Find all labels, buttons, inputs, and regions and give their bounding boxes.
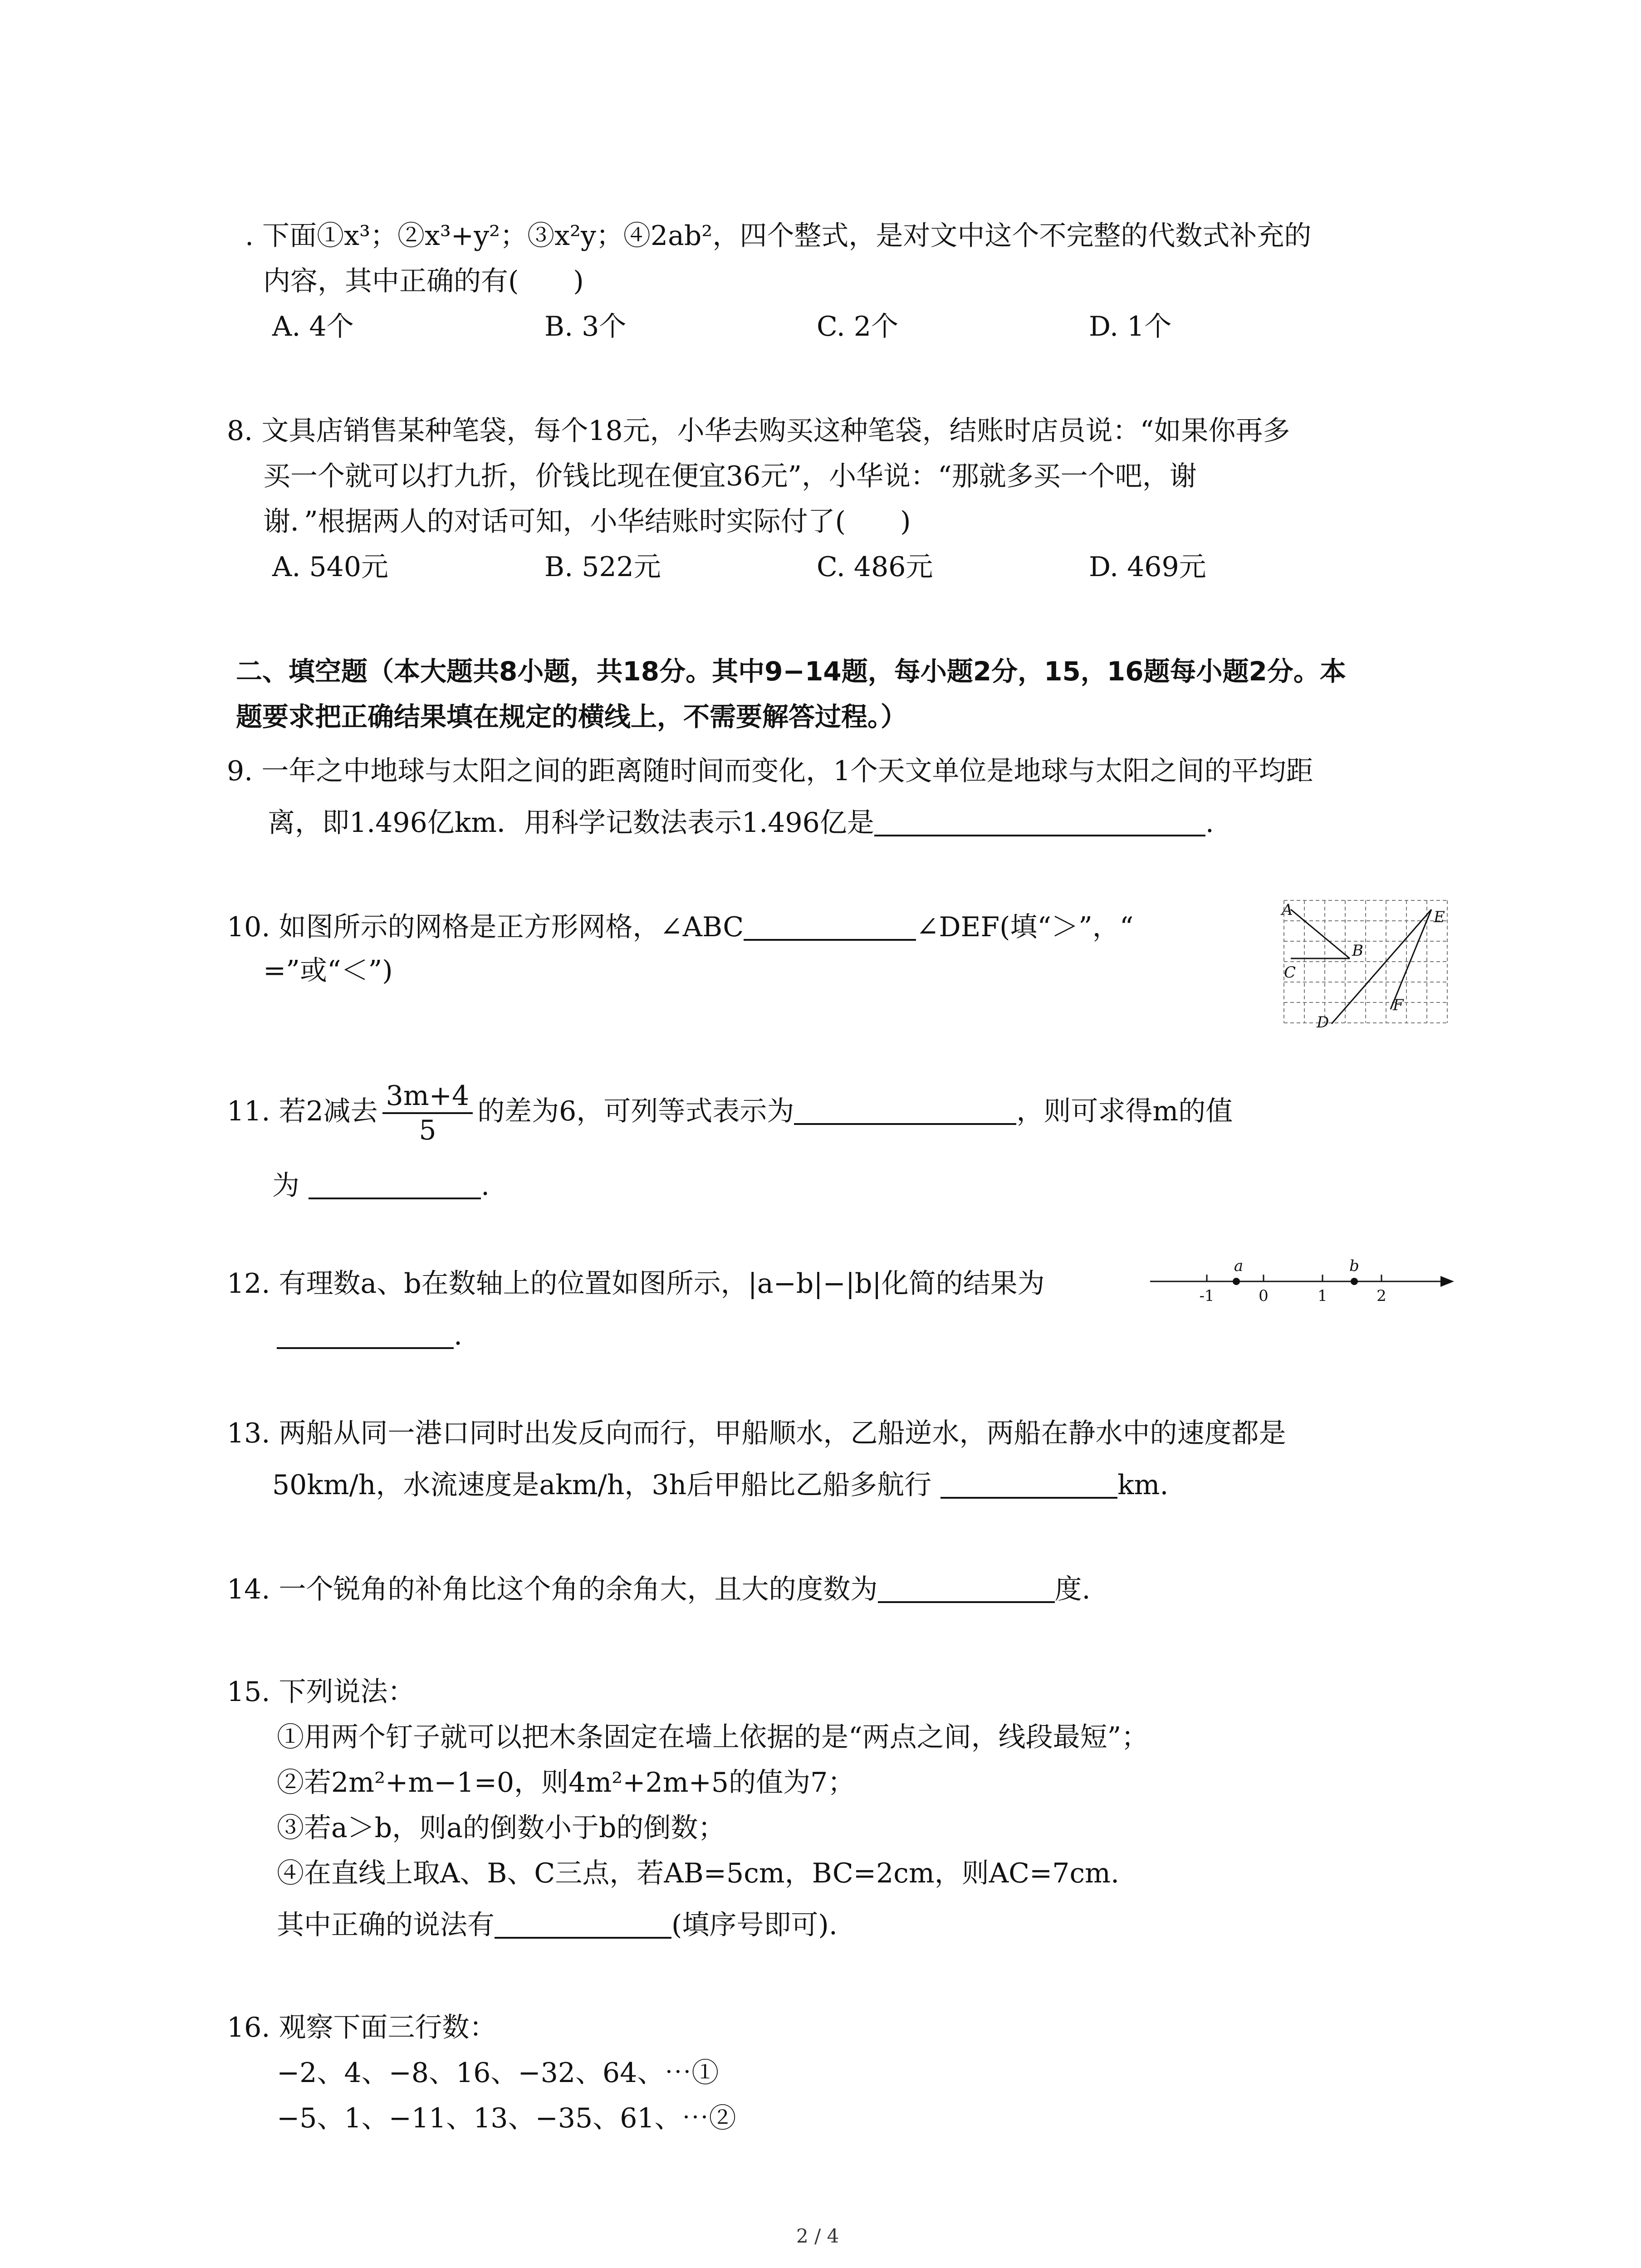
q12-point-label-b: b (1349, 1257, 1359, 1275)
q10-line-ed (1332, 909, 1431, 1024)
q16-row-2: −5、1、−11、13、−35、61、⋯② (277, 2102, 736, 2134)
q8-option-a: A. 540元 (272, 551, 388, 583)
q10-answer-blank[interactable] (744, 907, 916, 941)
q7-line-1: . 下面①x³；②x³+y²；③x²y；④2ab²，四个整式，是对文中这个不完整的代数式补充的 (245, 220, 1312, 252)
q10-label-e: E (1434, 908, 1445, 926)
q12-point-a (1233, 1278, 1240, 1285)
q11-line-2-text: 为 (272, 1170, 299, 1202)
q8-line-2: 买一个就可以打九折，价钱比现在便宜36元”，小华说：“那就多买一个吧，谢 (263, 460, 1197, 492)
q10-line-2: =”或“＜”) (263, 955, 393, 987)
q8-option-d: D. 469元 (1089, 551, 1206, 583)
q11-suffix: ，则可求得m的值 (1016, 1095, 1233, 1127)
q11-prefix: 11. 若2减去 (227, 1095, 378, 1127)
q14-line-1 (227, 1569, 1091, 1608)
q10-line-1-text: 10. 如图所示的网格是正方形网格，∠ABC (227, 911, 744, 943)
q15-title: 15. 下列说法： (227, 1676, 415, 1708)
q16-row-1: −2、4、−8、16、−32、64、⋯① (277, 2057, 719, 2089)
q15-answer-line (277, 1905, 838, 1943)
section-2-heading-line-1: 二、填空题（本大题共8小题，共18分。其中9−14题，每小题2分，15，16题每小题2分。本 (236, 656, 1346, 687)
q12-line-1: 12. 有理数a、b在数轴上的位置如图所示，|a−b|−|b|化简的结果为 (227, 1268, 1045, 1300)
q7-option-d: D. 1个 (1089, 311, 1172, 342)
q13-line-1: 13. 两船从同一港口同时出发反向而行，甲船顺水，乙船逆水，两船在静水中的速度都是 (227, 1418, 1286, 1449)
q10-label-d: D (1317, 1013, 1329, 1031)
q12-answer-blank[interactable] (277, 1315, 454, 1349)
q7-option-c: C. 2个 (817, 311, 899, 342)
q11-denominator: 5 (419, 1114, 436, 1147)
q9-answer-blank[interactable] (874, 803, 1205, 836)
q12-point-label-a: a (1234, 1257, 1244, 1275)
section-2-heading-line-2: 题要求把正确结果填在规定的横线上，不需要解答过程。） (236, 701, 907, 732)
q12-tick-label-neg1: -1 (1199, 1287, 1215, 1305)
q9-line-1: 9. 一年之中地球与太阳之间的距离随时间而变化，1个天文单位是地球与太阳之间的平均距 (227, 755, 1313, 787)
q15-item-4: ④在直线上取A、B、C三点，若AB=5cm，BC=2cm，则AC=7cm. (277, 1857, 1120, 1889)
q12-tick-label-2: 2 (1376, 1287, 1386, 1305)
q14-answer-blank[interactable] (878, 1569, 1055, 1603)
q10-line-1 (227, 907, 1133, 945)
q7-options (272, 308, 1497, 345)
q10-line-ab (1291, 909, 1350, 958)
q15-answer-blank[interactable] (495, 1905, 671, 1939)
q12-tick-label-1: 1 (1318, 1287, 1327, 1305)
q10-label-b: B (1352, 942, 1363, 960)
q10-grid-figure (1279, 896, 1452, 1032)
q16-title: 16. 观察下面三行数： (227, 2012, 497, 2043)
q15-item-2: ②若2m²+m−1=0，则4m²+2m+5的值为7； (277, 1767, 855, 1799)
q12-tick-label-0: 0 (1259, 1287, 1269, 1305)
q12-line-2-end: . (454, 1320, 463, 1351)
q10-label-f: F (1393, 996, 1404, 1014)
q14-line-1-text: 14. 一个锐角的补角比这个角的余角大，且大的度数为 (227, 1574, 878, 1605)
q11-fraction (382, 1080, 473, 1147)
q8-options (272, 549, 1497, 585)
q13-line-2 (272, 1465, 1168, 1503)
q12-number-line (1148, 1256, 1456, 1311)
q11-line-2 (272, 1166, 490, 1204)
q12-point-labels (1234, 1257, 1359, 1275)
q7-line-2: 内容，其中正确的有( ) (263, 265, 584, 297)
q12-line-2 (277, 1315, 462, 1354)
q15-answer-end: (填序号即可). (671, 1909, 838, 1941)
q10-label-c: C (1284, 963, 1296, 982)
q9-line-2 (268, 803, 1214, 841)
q11-equation-blank[interactable] (794, 1091, 1016, 1125)
q11-middle: 的差为6，可列等式表示为 (477, 1095, 794, 1127)
q10-line-1-end: ∠DEF(填“＞”，“ (916, 911, 1134, 943)
q7-option-a: A. 4个 (272, 311, 354, 342)
q10-label-a: A (1282, 901, 1293, 919)
q13-answer-blank[interactable] (941, 1465, 1117, 1499)
q11-numerator: 3m+4 (382, 1080, 473, 1114)
q8-line-3: 谢．”根据两人的对话可知，小华结账时实际付了( ) (263, 506, 911, 538)
q13-line-2-end: km. (1117, 1469, 1169, 1501)
q11-value-blank[interactable] (309, 1166, 481, 1199)
q15-item-1: ①用两个钉子就可以把木条固定在墙上依据的是“两点之间，线段最短”； (277, 1721, 1149, 1753)
q9-line-2-text: 离，即1.496亿km．用科学记数法表示1.496亿是 (268, 807, 874, 839)
page-number: 2 / 4 (796, 2225, 839, 2247)
q10-line-ef (1391, 909, 1431, 1009)
q11-line-1 (227, 1075, 1233, 1148)
q12-point-b (1351, 1278, 1358, 1285)
q10-angle-lines (1291, 909, 1431, 1024)
q9-line-2-end: . (1205, 807, 1214, 839)
q15-answer-text: 其中正确的说法有 (277, 1909, 495, 1941)
q11-line-2-end: . (481, 1170, 490, 1202)
q8-option-c: C. 486元 (817, 551, 933, 583)
q12-tick-labels (1199, 1287, 1386, 1305)
q13-line-2-text: 50km/h，水流速度是akm/h，3h后甲船比乙船多航行 (272, 1469, 932, 1501)
q12-axis-arrow (1440, 1276, 1454, 1287)
q7-option-b: B. 3个 (544, 311, 627, 342)
q8-line-1: 8. 文具店销售某种笔袋，每个18元，小华去购买这种笔袋，结账时店员说：“如果你再多 (227, 415, 1290, 447)
q8-option-b: B. 522元 (544, 551, 661, 583)
q14-line-1-end: 度. (1054, 1574, 1091, 1605)
q15-item-3: ③若a＞b，则a的倒数小于b的倒数； (277, 1812, 725, 1844)
